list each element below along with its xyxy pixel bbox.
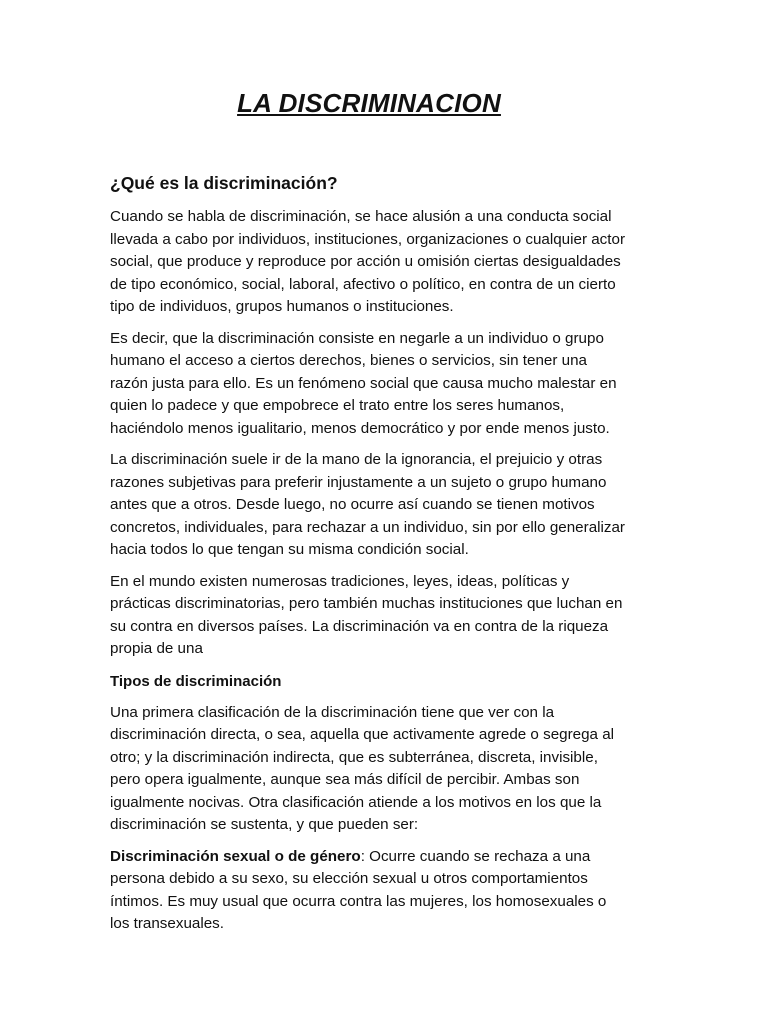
term-gender-discrimination: Discriminación sexual o de género (110, 847, 361, 865)
paragraph-world: En el mundo existen numerosas tradiciones, leyes, ideas, políticas y prácticas discriminatorias, pero también muchas instituciones que luchan en su contra en diversos países. La discriminación va en contra de la riqueza propia de una (110, 572, 623, 657)
section-heading-types: Tipos de discriminación (110, 672, 282, 690)
paragraph-explanation: Es decir, que la discriminación consiste en negarle a un individuo o grupo humano el acceso a ciertos derechos, bienes o servicios, sin tener una razón justa para ello. Es un fenómeno social que causa mucho malestar en quien lo padece y que empobrece el trato entre los seres humanos, haciéndolo menos igualitario, menos democrático y por ende menos justo. (110, 329, 617, 437)
paragraph-definition: Cuando se habla de discriminación, se hace alusión a una conducta social llevada a cabo por individuos, instituciones, organizaciones o cualquier actor social, que produce y reproduce por acción u omisión ciertas desigualdades de tipo económico, social, laboral, afectivo o político, en contra de un cierto tipo de individuos, grupos humanos o instituciones. (110, 208, 625, 315)
paragraph-classification: Una primera clasificación de la discriminación tiene que ver con la discriminación directa, o sea, aquella que activamente agrede o segrega al otro; y la discriminación indirecta, que es subterránea, discreta, invisible, pero opera igualmente, aunque sea más difícil de percibir. Ambas son igualmente nocivas. Otra clasificación atiende a los motivos en los que la discriminación se sustenta, y que pueden ser: (110, 703, 615, 833)
document-body (110, 170, 628, 945)
gender-discrimination-text: : Ocurre cuando se rechaza a una persona debido a su sexo, su elección sexual u otros comportamientos íntimos. Es muy usual que ocurra contra las mujeres, los homosexuales o los transexuales. (110, 847, 607, 932)
paragraph-ignorance: La discriminación suele ir de la mano de la ignorancia, el prejuicio y otras razones subjetivas para preferir injustamente a un sujeto o grupo humano antes que a otros. Desde luego, no ocurre así cuando se tienen motivos concretos, individuales, para rechazar a un individuo, sin por ello generalizar hacia todos lo que tengan su misma condición social. (110, 451, 625, 558)
paragraph-gender-discrimination (110, 846, 628, 936)
section-heading-what: ¿Qué es la discriminación? (110, 173, 338, 193)
document-title: LA DISCRIMINACION (237, 88, 501, 118)
